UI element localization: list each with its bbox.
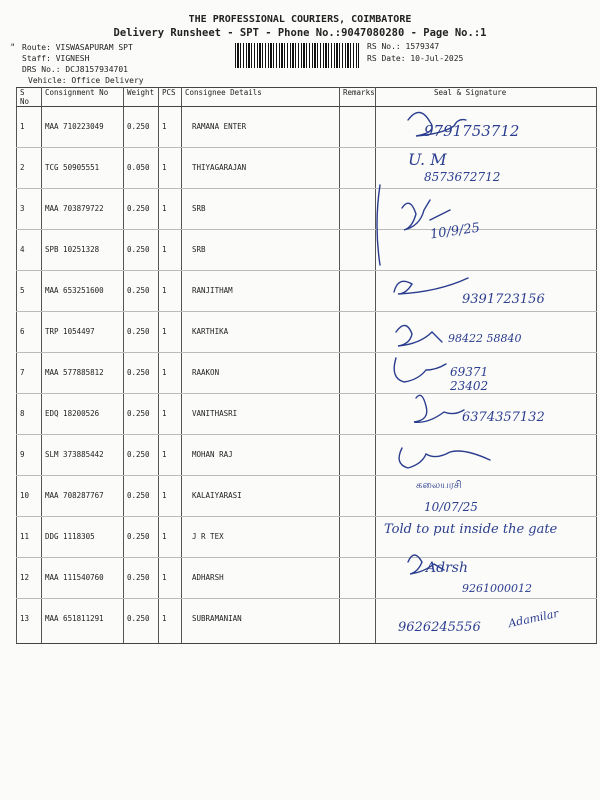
pcs-cell: 1 <box>159 189 182 230</box>
runsheet-subtitle: Delivery Runsheet - SPT - Phone No.:9047080280 - Page No.:1 <box>113 27 487 39</box>
handwritten-phone-12: 9261000012 <box>462 582 532 595</box>
rs-date: RS Date: 10-Jul-2025 <box>367 54 464 63</box>
pcs-cell: 1 <box>159 599 182 644</box>
handwritten-phone-13: 9626245556 <box>398 620 481 635</box>
sno-cell: 1 <box>17 107 42 148</box>
handwritten-date-10: 10/07/25 <box>424 500 478 514</box>
sno-cell: 4 <box>17 230 42 271</box>
weight-cell: 0.050 <box>124 148 159 189</box>
col-seal-header: Seal & Signature <box>376 88 597 107</box>
col-consignment-header: Consignment No <box>42 88 124 107</box>
consignee-cell: SRB <box>182 230 340 271</box>
pcs-cell: 1 <box>159 107 182 148</box>
signature-stroke-8 <box>414 395 464 422</box>
consignee-cell: THIYAGARAJAN <box>182 148 340 189</box>
consignment-cell: MAA 111540760 <box>42 558 124 599</box>
col-weight-header: Weight <box>124 88 159 107</box>
handwritten-phone-8: 6374357132 <box>462 410 545 425</box>
signature-stroke-3-4 <box>377 185 450 265</box>
weight-cell: 0.250 <box>124 558 159 599</box>
handwritten-phone-7: 69371 23402 <box>450 365 489 393</box>
consignment-cell: MAA 653251600 <box>42 271 124 312</box>
staff-label: Staff: VIGNESH <box>22 54 90 63</box>
consignment-cell: SLM 373885442 <box>42 435 124 476</box>
consignee-cell: SRB <box>182 189 340 230</box>
weight-cell: 0.250 <box>124 271 159 312</box>
handwritten-date-4: 10/9/25 <box>429 220 481 243</box>
consignment-cell: MAA 651811291 <box>42 599 124 644</box>
consignee-cell: RAMANA ENTER <box>182 107 340 148</box>
corner-mark: " <box>10 43 16 53</box>
sno-cell: 12 <box>17 558 42 599</box>
pcs-cell: 1 <box>159 353 182 394</box>
col-sno-header: S No <box>17 88 42 107</box>
consignee-cell: RANJITHAM <box>182 271 340 312</box>
weight-cell: 0.250 <box>124 189 159 230</box>
pcs-cell: 1 <box>159 435 182 476</box>
consignment-cell: MAA 708287767 <box>42 476 124 517</box>
weight-cell: 0.250 <box>124 476 159 517</box>
sno-cell: 6 <box>17 312 42 353</box>
handwritten-phone-6: 98422 58840 <box>448 332 522 345</box>
consignment-cell: DDG 1118305 <box>42 517 124 558</box>
sno-cell: 11 <box>17 517 42 558</box>
consignee-cell: KALAIYARASI <box>182 476 340 517</box>
handwritten-tamil-name-10: கலையரசி <box>416 480 462 491</box>
route-label: Route: VISWASAPURAM SPT <box>22 43 133 52</box>
consignee-cell: RAAKON <box>182 353 340 394</box>
sno-cell: 2 <box>17 148 42 189</box>
company-title: THE PROFESSIONAL COURIERS, COIMBATORE <box>188 14 412 25</box>
signature-stroke-6 <box>396 325 442 346</box>
consignment-cell: MAA 703879722 <box>42 189 124 230</box>
handwritten-phone-2: 8573672712 <box>424 170 501 184</box>
drs-label: DRS No.: DCJ8157934701 <box>22 65 128 74</box>
consignment-cell: TCG 50905551 <box>42 148 124 189</box>
col-pcs-header: PCS <box>159 88 182 107</box>
pcs-cell: 1 <box>159 148 182 189</box>
sno-cell: 7 <box>17 353 42 394</box>
handwritten-initials-2: U. M <box>408 150 447 169</box>
consignment-cell: EDQ 18200526 <box>42 394 124 435</box>
vehicle-label: Vehicle: Office Delivery <box>28 76 144 85</box>
col-remarks-header: Remarks <box>340 88 376 107</box>
handwritten-phone-5: 9391723156 <box>462 292 545 307</box>
pcs-cell: 1 <box>159 558 182 599</box>
weight-cell: 0.250 <box>124 230 159 271</box>
weight-cell: 0.250 <box>124 107 159 148</box>
consignee-cell: MOHAN RAJ <box>182 435 340 476</box>
signature-stroke-7 <box>394 358 446 382</box>
rs-number: RS No.: 1579347 <box>367 42 440 51</box>
consignment-cell: MAA 577885812 <box>42 353 124 394</box>
pcs-cell: 1 <box>159 312 182 353</box>
weight-cell: 0.250 <box>124 312 159 353</box>
handwritten-phone-1: 9791753712 <box>424 122 520 140</box>
sno-cell: 8 <box>17 394 42 435</box>
consignment-cell: SPB 10251328 <box>42 230 124 271</box>
weight-cell: 0.250 <box>124 353 159 394</box>
consignee-cell: ADHARSH <box>182 558 340 599</box>
consignee-cell: VANITHASRI <box>182 394 340 435</box>
signature-stroke-5 <box>394 278 468 294</box>
pcs-cell: 1 <box>159 230 182 271</box>
sno-cell: 10 <box>17 476 42 517</box>
weight-cell: 0.250 <box>124 435 159 476</box>
sno-cell: 5 <box>17 271 42 312</box>
weight-cell: 0.250 <box>124 599 159 644</box>
sno-cell: 9 <box>17 435 42 476</box>
signature-stroke-9 <box>399 448 490 468</box>
col-consignee-header: Consignee Details <box>182 88 340 107</box>
handwritten-signature-13: Adamilar <box>507 606 560 631</box>
consignee-cell: KARTHIKA <box>182 312 340 353</box>
pcs-cell: 1 <box>159 394 182 435</box>
consignee-cell: J R TEX <box>182 517 340 558</box>
consignee-cell: SUBRAMANIAN <box>182 599 340 644</box>
sno-cell: 3 <box>17 189 42 230</box>
pcs-cell: 1 <box>159 271 182 312</box>
consignment-cell: MAA 710223049 <box>42 107 124 148</box>
pcs-cell: 1 <box>159 517 182 558</box>
pcs-cell: 1 <box>159 476 182 517</box>
handwritten-note-11: Told to put inside the gate <box>384 522 558 537</box>
weight-cell: 0.250 <box>124 394 159 435</box>
weight-cell: 0.250 <box>124 517 159 558</box>
consignment-cell: TRP 1054497 <box>42 312 124 353</box>
sno-cell: 13 <box>17 599 42 644</box>
handwritten-name-12: Adrsh <box>426 560 468 576</box>
